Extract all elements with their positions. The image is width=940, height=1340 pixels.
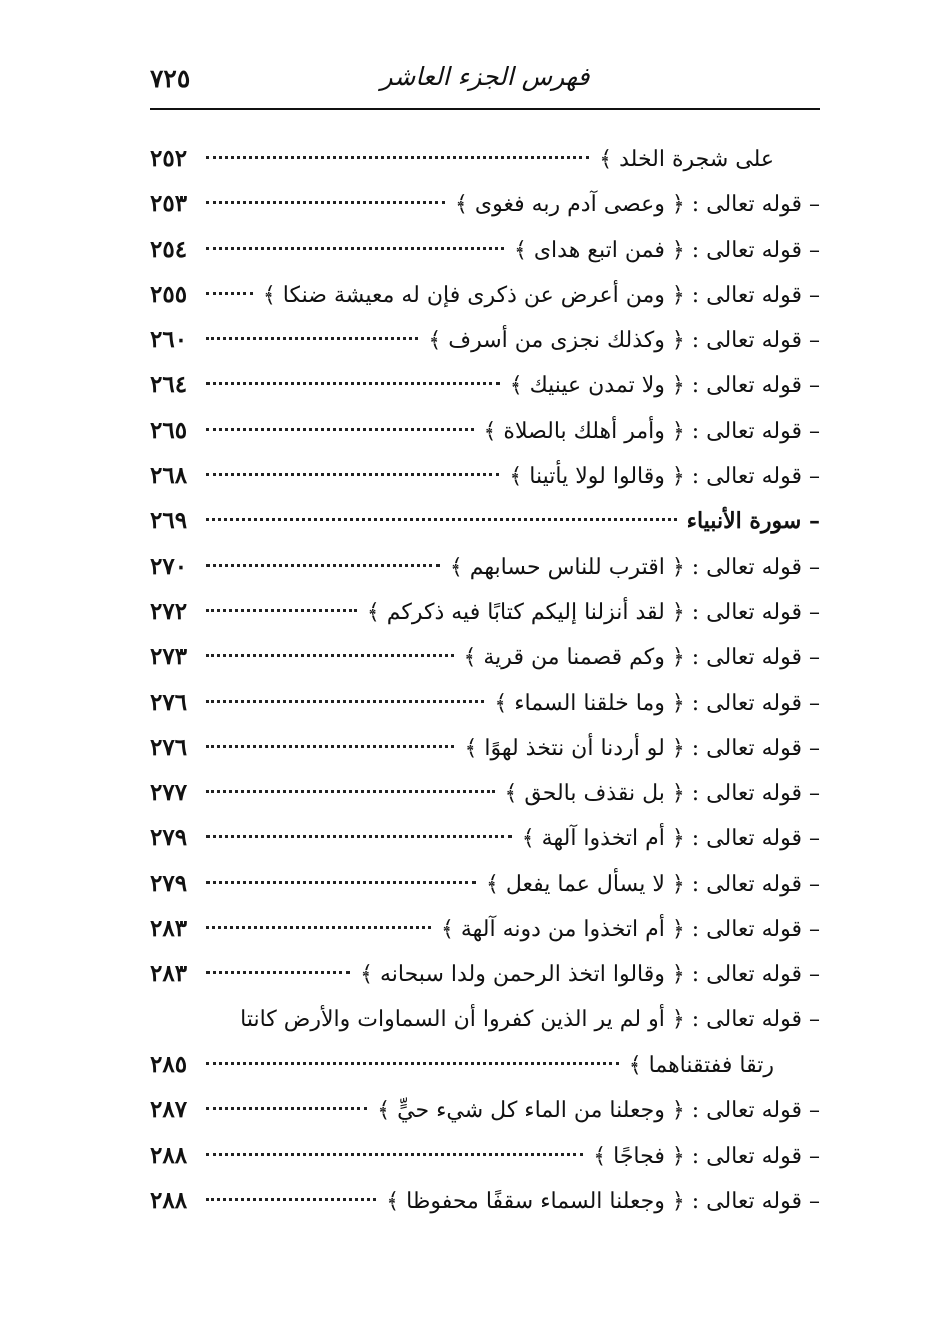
- toc-entry-page: ٢٦٩: [150, 507, 188, 535]
- dot-leader: [206, 835, 512, 838]
- dot-leader: [206, 473, 499, 476]
- toc-entry: [150, 770, 820, 815]
- toc-entry: [150, 453, 820, 498]
- dot-leader: [206, 247, 504, 250]
- dot-leader: [206, 1062, 619, 1065]
- dot-leader: [206, 700, 484, 703]
- toc-entry-title: – قوله تعالى : ﴿ وجعلنا السماء سقفًا محفوظا ﴾: [386, 1188, 820, 1214]
- dot-leader: [206, 201, 445, 204]
- toc-entry: [150, 272, 820, 317]
- toc-entry-page: ٢٨٨: [150, 1141, 188, 1169]
- toc-entry-title: – قوله تعالى : ﴿ فجاجًا ﴾: [593, 1143, 820, 1169]
- toc-entry-title: – قوله تعالى : ﴿ وأمر أهلك بالصلاة ﴾: [483, 418, 820, 444]
- page-number: ٧٢٥: [150, 64, 191, 93]
- toc-entry: [150, 906, 820, 951]
- toc-entry-page: ٢٥٣: [150, 190, 188, 218]
- dot-leader: [206, 518, 677, 521]
- toc-entry-page: ٢٥٢: [150, 145, 188, 172]
- toc-entry-title: – قوله تعالى : ﴿ لقد أنزلنا إليكم كتابًا فيه ذكركم ﴾: [366, 599, 820, 625]
- toc-entry-page: ٢٨٣: [150, 915, 188, 943]
- toc-entry-title: – سورة الأنبياء: [686, 508, 820, 535]
- toc-entry: [150, 227, 820, 272]
- table-of-contents: [150, 136, 820, 1223]
- toc-entry: [150, 815, 820, 860]
- toc-entry-title: – قوله تعالى : ﴿ وكم قصمنا من قرية ﴾: [463, 645, 820, 671]
- toc-entry-page: ٢٦٨: [150, 462, 188, 490]
- toc-entry-page: ٢٧٣: [150, 643, 188, 671]
- toc-entry-title: – قوله تعالى : ﴿ وقالوا اتخذ الرحمن ولدا سبحانه ﴾: [360, 962, 820, 988]
- toc-entry-page: ٢٧٢: [150, 597, 188, 625]
- toc-entry: [150, 634, 820, 679]
- toc-entry-title: – قوله تعالى : ﴿ وجعلنا من الماء كل شيء حيٍّ ﴾: [377, 1098, 820, 1124]
- toc-entry-page: ٢٦٠: [150, 326, 188, 354]
- toc-entry-title: – قوله تعالى : ﴿ وعصى آدم ربه فغوى ﴾: [455, 192, 820, 218]
- dot-leader: [206, 609, 357, 612]
- toc-entry: [150, 1042, 820, 1087]
- dot-leader: [206, 790, 495, 793]
- toc-entry-title: – قوله تعالى : ﴿ اقترب للناس حسابهم ﴾: [449, 554, 820, 580]
- toc-entry-title: – قوله تعالى : ﴿ وكذلك نجزى من أسرف ﴾: [428, 328, 820, 354]
- toc-entry: [150, 181, 820, 226]
- toc-entry: [150, 589, 820, 634]
- toc-entry: [150, 498, 820, 543]
- toc-entry: [150, 362, 820, 407]
- page-header: [150, 60, 820, 104]
- dot-leader: [206, 156, 589, 159]
- toc-entry-title: على شجرة الخلد ﴾: [599, 147, 774, 172]
- toc-entry-title: – قوله تعالى : ﴿ أو لم ير الذين كفروا أن السماوات والأرض كانتا: [240, 1006, 820, 1032]
- toc-entry: [150, 408, 820, 453]
- dot-leader: [206, 382, 500, 385]
- toc-entry: [150, 544, 820, 589]
- toc-entry-title: – قوله تعالى : ﴿ ولا تمدن عينيك ﴾: [509, 373, 820, 399]
- dot-leader: [206, 292, 253, 295]
- toc-entry-page: ٢٨٣: [150, 960, 188, 988]
- toc-entry-title: – قوله تعالى : ﴿ ومن أعرض عن ذكرى فإن له معيشة ضنكا ﴾: [262, 282, 820, 308]
- dot-leader: [206, 1153, 583, 1156]
- dot-leader: [206, 971, 350, 974]
- toc-entry: [150, 1087, 820, 1132]
- toc-entry: [150, 951, 820, 996]
- page-title: فهرس الجزء العاشر: [380, 62, 590, 91]
- toc-entry-page: ٢٧٦: [150, 688, 188, 716]
- dot-leader: [206, 745, 454, 748]
- toc-entry: [150, 136, 820, 181]
- dot-leader: [206, 428, 474, 431]
- toc-entry-page: ٢٦٥: [150, 416, 188, 444]
- toc-entry: [150, 680, 820, 725]
- dot-leader: [206, 926, 431, 929]
- header-rule: [150, 108, 820, 110]
- toc-entry-page: ٢٥٤: [150, 235, 188, 263]
- toc-entry-page: ٢٧٩: [150, 824, 188, 852]
- toc-entry-page: ٢٧٦: [150, 733, 188, 761]
- toc-entry: [150, 997, 820, 1042]
- dot-leader: [206, 1198, 376, 1201]
- toc-entry-page: ٢٧٩: [150, 869, 188, 897]
- toc-entry-page: ٢٦٤: [150, 371, 188, 399]
- toc-entry-title: – قوله تعالى : ﴿ لا يسأل عما يفعل ﴾: [485, 871, 820, 897]
- toc-entry-page: ٢٨٥: [150, 1050, 188, 1078]
- toc-entry-title: – قوله تعالى : ﴿ وما خلقنا السماء ﴾: [494, 690, 820, 716]
- toc-entry-page: ٢٨٧: [150, 1096, 188, 1124]
- toc-entry-title: – قوله تعالى : ﴿ وقالوا لولا يأتينا ﴾: [509, 464, 820, 490]
- toc-entry-title: – قوله تعالى : ﴿ فمن اتبع هداى ﴾: [513, 237, 820, 263]
- toc-entry-title: – قوله تعالى : ﴿ لو أردنا أن نتخذ لهوًا ﴾: [464, 735, 820, 761]
- dot-leader: [206, 654, 454, 657]
- toc-entry: [150, 725, 820, 770]
- toc-entry-title: – قوله تعالى : ﴿ أم اتخذوا من دونه آلهة ﴾: [440, 917, 820, 943]
- toc-entry-title: رتقا ففتقناهما ﴾: [628, 1052, 774, 1078]
- toc-entry-title: – قوله تعالى : ﴿ أم اتخذوا آلهة ﴾: [521, 826, 820, 852]
- toc-entry-page: ٢٧٧: [150, 779, 188, 807]
- toc-entry-page: ٢٧٠: [150, 552, 188, 580]
- toc-entry: [150, 1178, 820, 1223]
- toc-entry-page: ٢٥٥: [150, 280, 188, 308]
- dot-leader: [206, 564, 440, 567]
- toc-entry: [150, 317, 820, 362]
- dot-leader: [206, 881, 476, 884]
- toc-entry-title: – قوله تعالى : ﴿ بل نقذف بالحق ﴾: [504, 781, 820, 807]
- toc-entry: [150, 1133, 820, 1178]
- dot-leader: [206, 1107, 367, 1110]
- toc-entry-page: ٢٨٨: [150, 1186, 188, 1214]
- toc-entry: [150, 861, 820, 906]
- dot-leader: [206, 337, 418, 340]
